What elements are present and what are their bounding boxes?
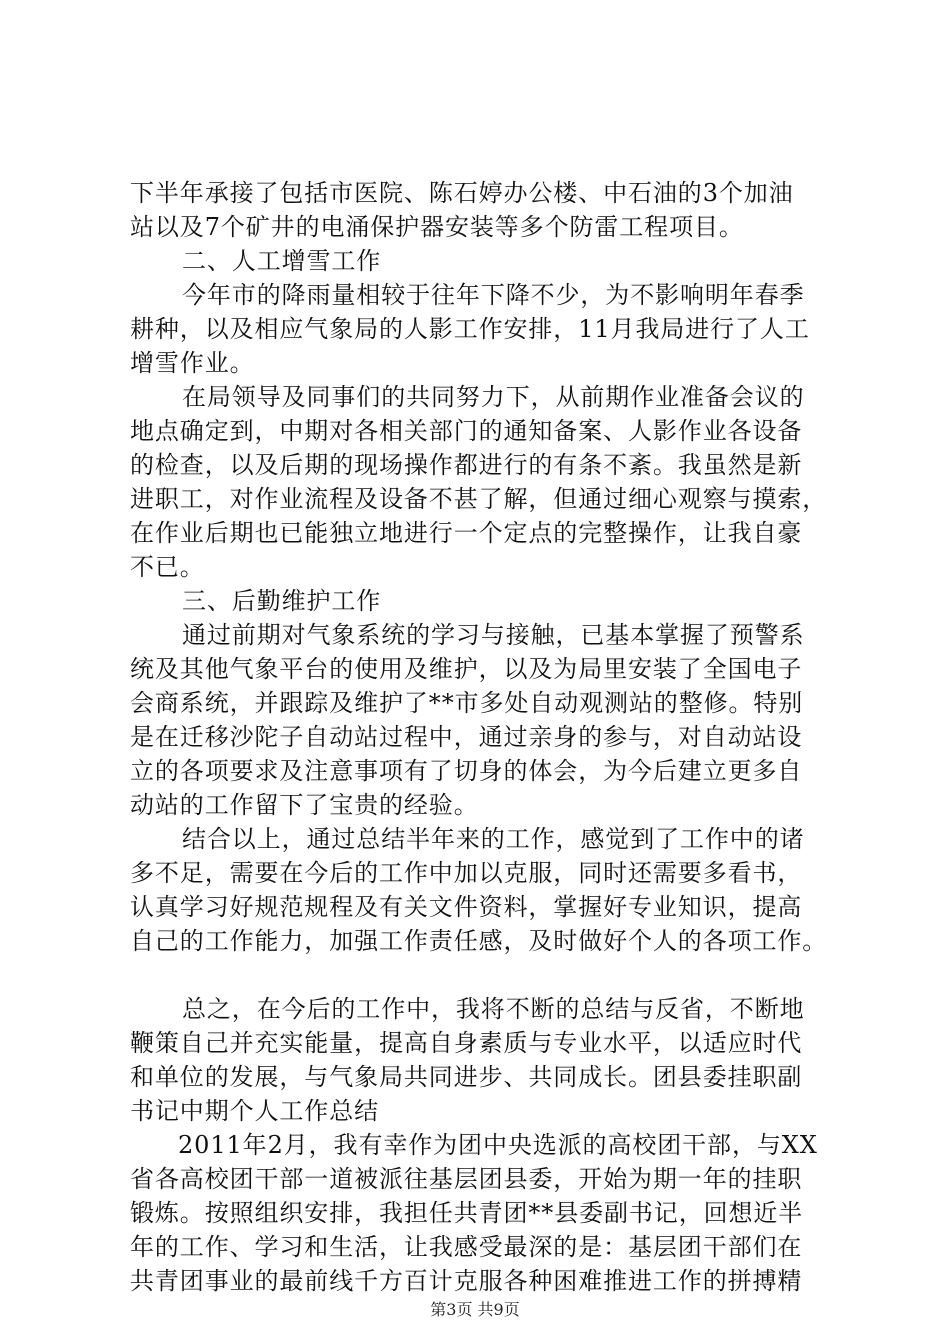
text-line: 下半年承接了包括市医院、陈石婷办公楼、中石油的3个加油 — [130, 179, 794, 207]
text-line: 的检查，以及后期的现场操作都进行的有条不紊。我虽然是新 — [130, 451, 803, 479]
section-heading: 三、后勤维护工作 — [182, 587, 382, 615]
text-line: 进职工，对作业流程及设备不甚了解，但通过细心观察与摸索， — [130, 485, 828, 513]
text-line: 通过前期对气象系统的学习与接触，已基本掌握了预警系 — [182, 621, 805, 649]
text-line: 结合以上，通过总结半年来的工作，感觉到了工作中的诸 — [182, 825, 805, 853]
text-line: 是在迁移沙陀子自动站过程中，通过亲身的参与，对自动站设 — [130, 723, 803, 751]
document-body — [130, 176, 842, 1298]
text-line: 统及其他气象平台的使用及维护，以及为局里安装了全国电子 — [130, 655, 803, 683]
text-line: 地点确定到，中期对各相关部门的通知备案、人影作业各设备 — [130, 417, 803, 445]
text-line: 耕种，以及相应气象局的人影工作安排，11月我局进行了人工 — [130, 315, 810, 343]
section-heading: 二、人工增雪工作 — [182, 247, 382, 275]
text-line: 鞭策自己并充实能量，提高自身素质与专业水平，以适应时代 — [130, 1029, 803, 1057]
text-line: 和单位的发展，与气象局共同进步、共同成长。团县委挂职副 — [130, 1063, 803, 1091]
text-line: 今年市的降雨量相较于往年下降不少，为不影响明年春季 — [182, 281, 805, 309]
text-line: 书记中期个人工作总结 — [130, 1097, 379, 1125]
text-line: 2011年2月，我有幸作为团中央选派的高校团干部，与XX — [178, 1131, 818, 1159]
text-line: 年的工作、学习和生活，让我感受最深的是：基层团干部们在 — [130, 1233, 803, 1261]
paragraph-gap — [130, 958, 842, 992]
text-line: 认真学习好规范规程及有关文件资料，掌握好专业知识，提高 — [130, 893, 803, 921]
text-line: 多不足，需要在今后的工作中加以克服，同时还需要多看书， — [130, 859, 803, 887]
text-line: 总之，在今后的工作中，我将不断的总结与反省，不断地 — [182, 995, 805, 1023]
text-line: 不已。 — [130, 553, 205, 581]
text-line: 会商系统，并跟踪及维护了**市多处自动观测站的整修。特别 — [130, 689, 804, 717]
text-line: 立的各项要求及注意事项有了切身的体会，为今后建立更多自 — [130, 757, 803, 785]
text-line: 自己的工作能力，加强工作责任感，及时做好个人的各项工作。 — [130, 927, 828, 955]
text-line: 省各高校团干部一道被派往基层团县委，开始为期一年的挂职 — [130, 1165, 803, 1193]
text-line: 共青团事业的最前线千方百计克服各种困难推进工作的拼搏精 — [130, 1267, 803, 1295]
page-number-footer: 第3页 共9页 — [430, 1300, 520, 1319]
text-line: 站以及7个矿井的电涌保护器安装等多个防雷工程项目。 — [130, 213, 744, 241]
text-line: 在作业后期也已能独立地进行一个定点的完整操作，让我自豪 — [130, 519, 803, 547]
text-line: 增雪作业。 — [130, 349, 255, 377]
text-line: 动站的工作留下了宝贵的经验。 — [130, 791, 479, 819]
text-line: 在局领导及同事们的共同努力下，从前期作业准备会议的 — [182, 383, 805, 411]
text-line: 锻炼。按照组织安排，我担任共青团**县委副书记，回想近半 — [130, 1199, 804, 1227]
